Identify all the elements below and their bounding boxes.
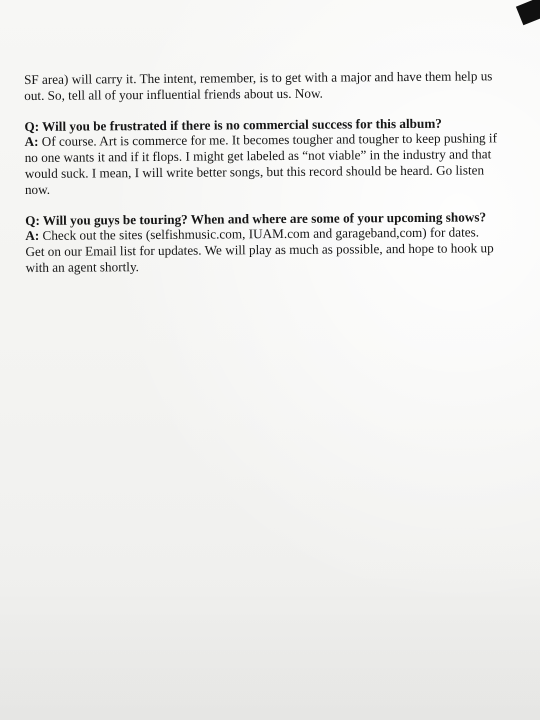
intro-paragraph xyxy=(24,68,514,103)
corner-mark xyxy=(516,0,540,25)
answer-line: now. xyxy=(24,181,51,197)
answer-text: Of course. Art is commerce for me. It becomes tougher and tougher to keep pushing if xyxy=(38,130,498,150)
question-text: Q: Will you be frustrated if there is no commercial success for this album? xyxy=(24,115,442,134)
question-text: Q: Will you guys be touring? When and where are some of your upcoming shows? xyxy=(25,208,487,228)
paper-shadow xyxy=(0,570,540,720)
answer-line: Get on our Email list for updates. We will play as much as possible, and hope to hook up xyxy=(25,240,494,260)
qa-block xyxy=(24,115,515,198)
qa-block xyxy=(25,209,515,276)
answer-line: no one wants it and if it flops. I might get labeled as “not viable” in the industry and that xyxy=(24,146,492,166)
answer-text: Check out the sites (selfishmusic.com, IUAM.com and garageband,com) for dates. xyxy=(39,224,480,244)
answer-line: with an agent shortly. xyxy=(25,259,140,275)
intro-line: out. So, tell all of your influential friends about us. Now. xyxy=(24,85,323,103)
answer-label: A: xyxy=(24,134,39,150)
answer-label: A: xyxy=(25,228,40,244)
answer-line: would suck. I mean, I will write better songs, but this record should be heard. Go listen xyxy=(24,162,485,181)
intro-line: SF area) will carry it. The intent, remember, is to get with a major and have them help us xyxy=(24,68,493,87)
document-body xyxy=(24,68,516,291)
